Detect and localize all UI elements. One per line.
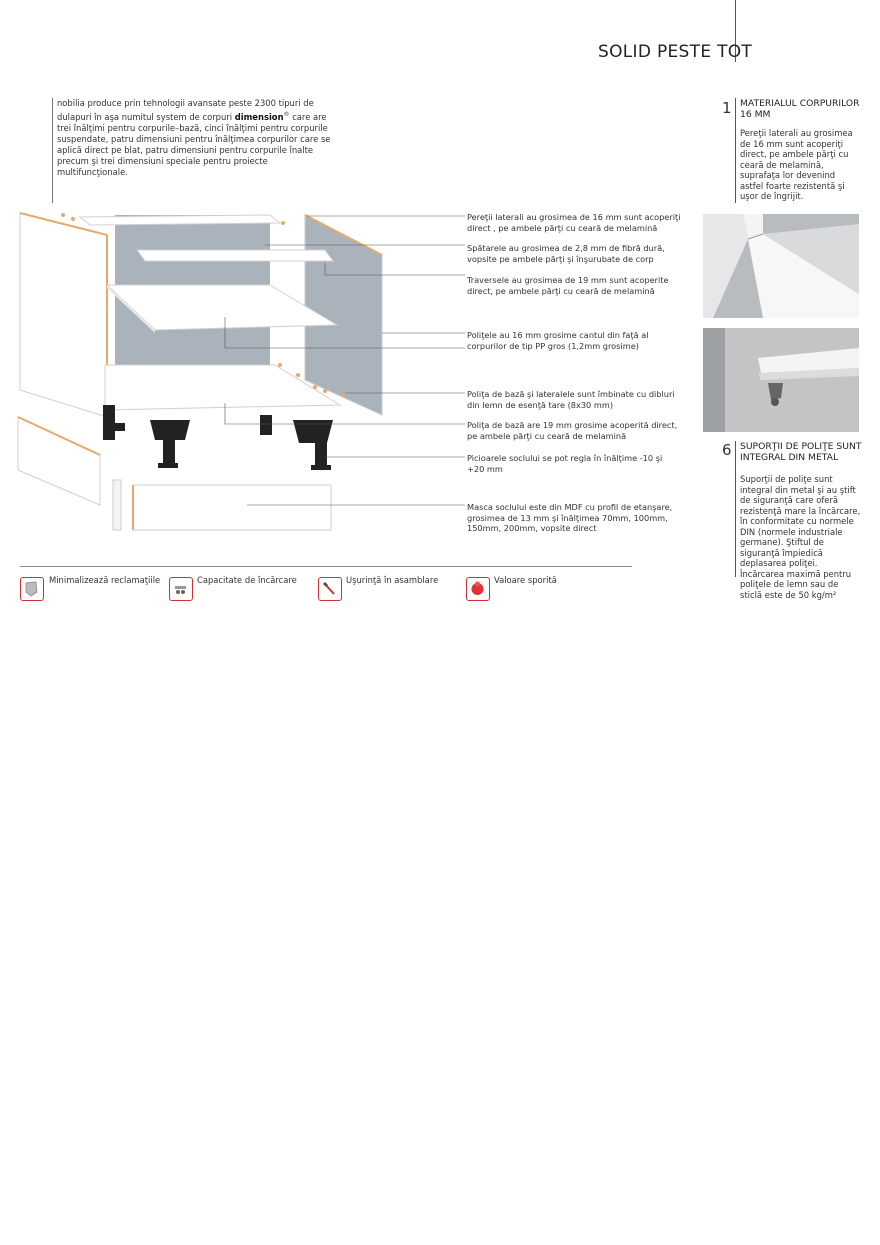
callout-back-panels: Spătarele au grosimea de 2,8 mm de fibră dură, vopsite pe ambele părţi şi înşurubate de corp [467,243,665,264]
sidebar-rule-1 [735,98,736,203]
shield-icon [20,577,44,601]
callout-side-panels: Pereţii laterali au grosimea de 16 mm sunt acoperiţi direct , pe ambele părţi cu ceară de melamină [467,212,681,233]
panel-corner-photo [703,214,859,318]
badges-divider [20,566,632,567]
shelf-support-photo [703,328,859,432]
intro-brand: dimension [234,111,284,122]
callout-rails: Traversele au grosimea de 19 mm sunt acoperite direct, pe ambele părţi cu ceară de melamină [467,275,669,296]
badge-label-capacity: Capacitate de încărcare [197,575,297,585]
section-text-1: Pereţii laterali au grosimea de 16 mm sunt acoperiţi direct, pe ambele părţi cu ceară de melamină, suprafaţa lor devenind astfel foarte rezistentă şi uşor de îngrijit. [740,128,853,201]
callout-dowels: Poliţa de bază şi lateralele sunt îmbinate cu dibluri din lemn de esenţă tare (8x30 mm) [467,389,675,410]
cabinet-exploded-illustration [15,205,485,540]
section-number-6: 6 [722,441,732,459]
section-number-1: 1 [722,99,732,117]
intro-reg: ® [283,111,290,118]
stamp-icon [466,577,490,601]
intro-paragraph [57,98,332,178]
badge-label-assembly: Uşurinţă în asamblare [346,575,439,585]
screwdriver-icon [318,577,342,601]
callout-base-shelf: Poliţa de bază are 19 mm grosime acoperită direct, pe ambele părţi cu ceară de melamină [467,420,678,441]
section-heading-1: MATERIALUL CORPURILOR 16 MM [740,98,860,120]
badge-label-complaints: Minimalizează reclamaţiile [49,575,161,585]
page-title: SOLID PESTE TOT [598,42,753,62]
section-text-6: Suporţii de poliţe sunt integral din metal şi au ştift de siguranţă care oferă rezistenţă mare la încărcare, în conformitate cu normele DIN (normele industriale germane). Ştiftul de siguranţă împiedică deplasarea poliţei. Încărcarea maximă pentru poliţele de lemn sau de sticlă este de 50 kg/m² [740,474,861,600]
callout-shelves: Poliţele au 16 mm grosime cantul din faţă al corpurilor de tip PP gros (1,2mm grosime) [467,330,649,351]
badge-label-value: Valoare sporită [494,575,557,585]
intro-text-before: nobilia produce prin tehnologii avansate peste 2300 tipuri de dulapuri în aşa numitul system de corpuri [57,98,314,122]
sidebar-rule-6 [735,441,736,577]
intro-text-after: care are trei înălţimi pentru corpurile–bază, cinci înălţimi pentru corpurile suspendate, patru dimensiuni pentru înălţimea corpurilor care se aplică direct pe blat, patru dimensiuni pentru corpurile înalte precum şi trei dimensiuni speciale pentru proiecte multifuncţionale. [57,111,331,177]
bracket-icon [169,577,193,601]
section-heading-6: SUPORŢII DE POLIŢE SUNT INTEGRAL DIN METAL [740,441,862,463]
callout-plinth: Masca soclului este din MDF cu profil de etanşare, grosimea de 13 mm şi înălţimea 70mm, 100mm, 150mm, 200mm, vopsite direct [467,502,673,533]
intro-rule [52,98,53,203]
callout-legs: Picioarele soclului se pot regla în înălţime -10 şi +20 mm [467,453,663,474]
